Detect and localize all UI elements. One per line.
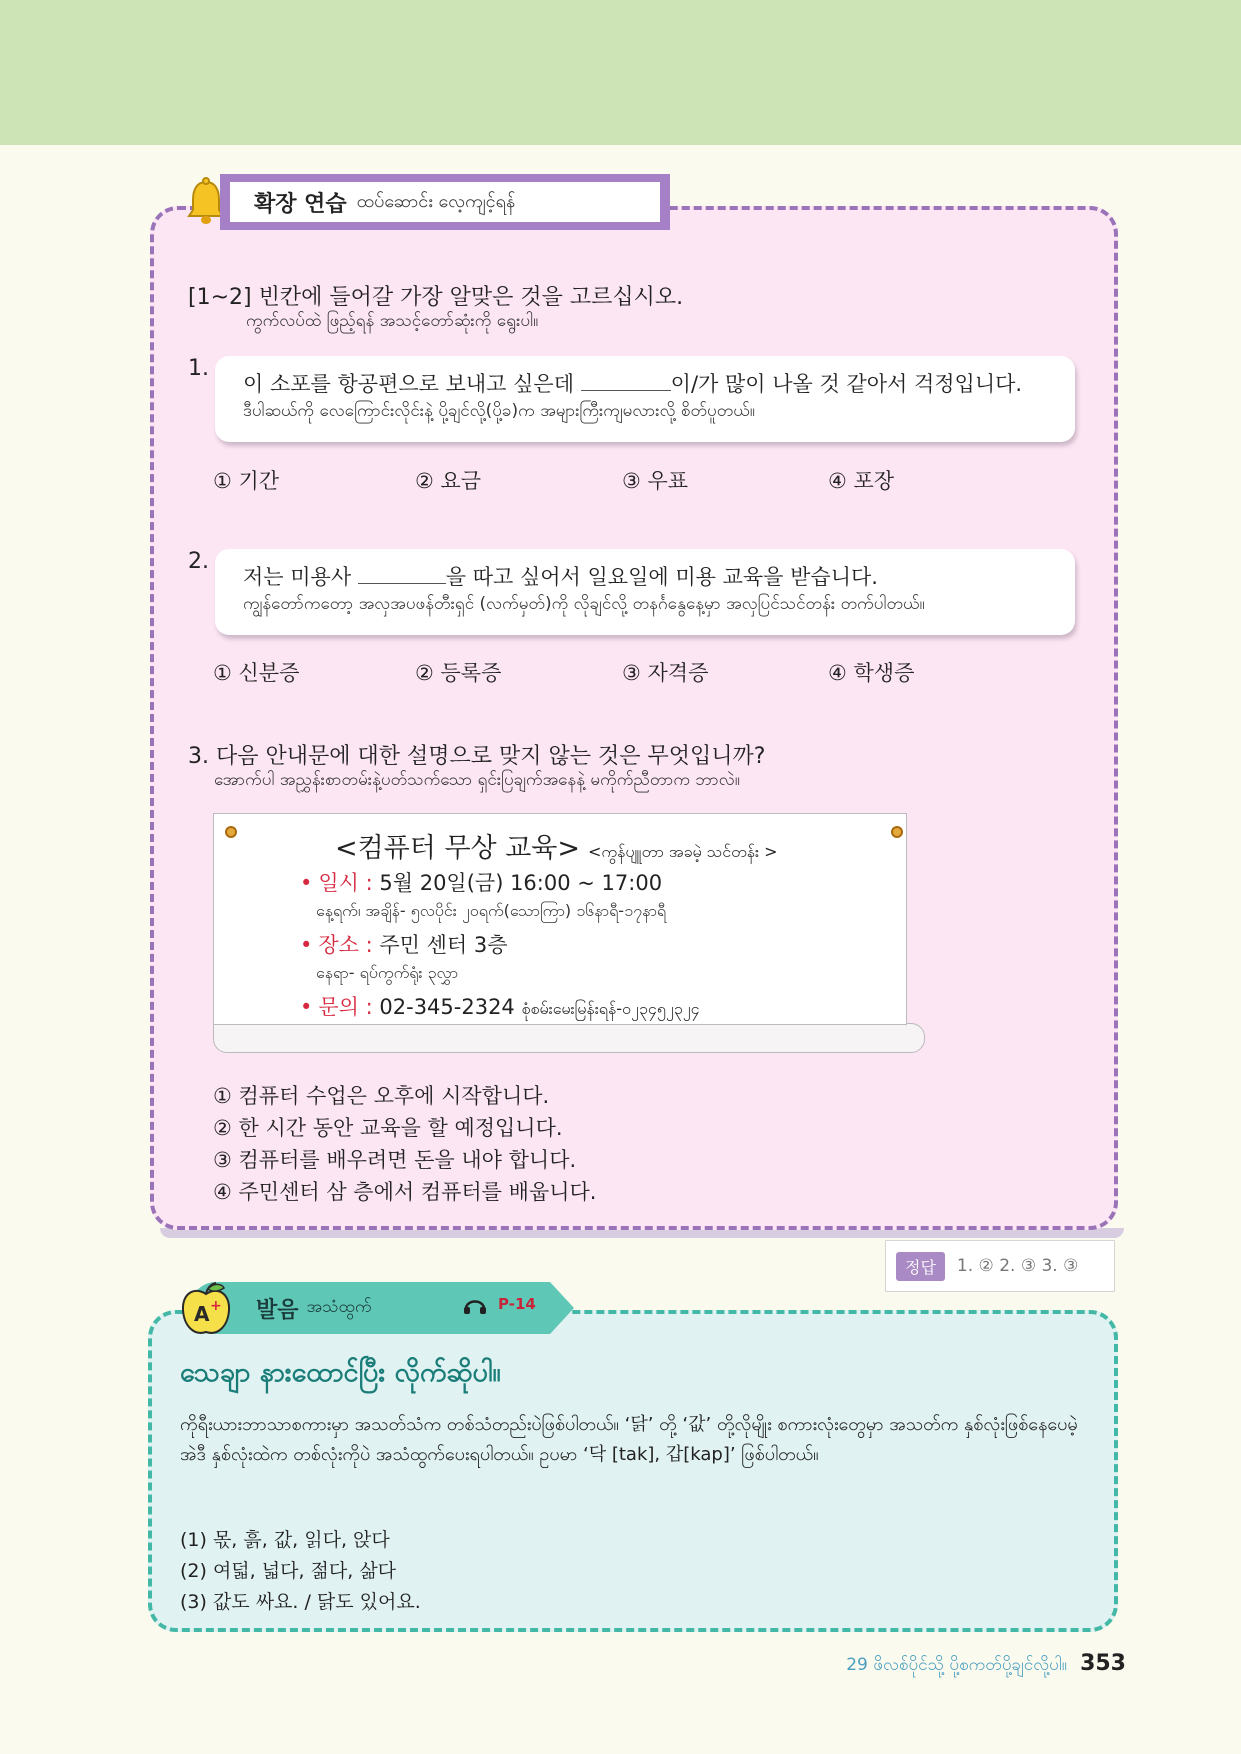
poster-contact: • 문의 : 02-345-2324 စုံစမ်းမေးမြန်းရန်-၀၂၃၄၅၂၃၂၄ (300, 995, 700, 1019)
question-2-sentence (243, 561, 1047, 593)
answer-key-values: 1. ② 2. ③ 3. ③ (956, 1256, 1079, 1276)
pronunciation-item-2: (2) 여덟, 넓다, 젊다, 삶다 (180, 1560, 397, 1582)
q3-option-4[interactable]: ④ 주민센터 삼 층에서 컴퓨터를 배웁니다. (213, 1180, 597, 1204)
poster-title-translation: <ကွန်ပျူတာ အခမဲ့ သင်တန်း > (588, 842, 778, 861)
q3-option-2[interactable]: ② 한 시간 동안 교육을 할 예정입니다. (213, 1116, 563, 1140)
pronunciation-tab (190, 1282, 550, 1334)
q1-option-1[interactable]: ① 기간 (213, 469, 280, 493)
q2-option-4[interactable]: ④ 학생증 (828, 661, 915, 685)
question-1-box (215, 356, 1075, 442)
date-label: 일시 : (318, 871, 380, 895)
poster-date: • 일시 : 5월 20일(금) 16:00 ~ 17:00 (300, 871, 663, 895)
pronunciation-title-translation: အသံထွက် (306, 1296, 372, 1317)
contact-label: 문의 : (318, 995, 380, 1019)
page-footer (846, 1651, 1126, 1679)
practice-banner (230, 174, 660, 230)
page-number: 353 (1080, 1651, 1126, 1676)
answer-blank (581, 372, 671, 391)
pronunciation-item-3: (3) 값도 싸요. / 닭도 있어요. (180, 1591, 421, 1613)
answer-key-label: 정답 (896, 1252, 945, 1281)
pin-icon (891, 826, 903, 838)
poster-place-translation: နေရာ- ရပ်ကွက်ရုံး ၃လွှာ (316, 963, 459, 982)
svg-text:+: + (210, 1298, 222, 1314)
place-label: 장소 : (318, 933, 380, 957)
question-2-translation: ကျွန်တော်ကတော့ အလှအပဖန်တီးရှင် (လက်မှတ်)ကို လိုချင်လို့ တနင်္ဂနွေနေ့မှာ အလှပြင်သင်တန်း တက်ပါတယ်။ (243, 594, 925, 614)
svg-text:A: A (194, 1302, 210, 1326)
question-1-number: 1. (188, 356, 209, 381)
question-1-text-after: 이/가 많이 나올 것 같아서 걱정입니다. (670, 372, 1023, 396)
question-3-translation: အောက်ပါ အညွှန်းစာတမ်းနဲ့ပတ်သက်သော ရှင်းပြချက်အနေနဲ့ မကိုက်ညီတာက ဘာလဲ။ (214, 770, 740, 790)
question-1-translation: ဒီပါဆယ်ကို လေကြောင်းလိုင်းနဲ့ ပို့ချင်လို့(ပို့ခ)က အများကြီးကျမလားလို့ စိတ်ပူတယ်။ (243, 401, 755, 421)
question-1-sentence (243, 368, 1047, 400)
top-color-band (0, 0, 1241, 145)
q1-option-2[interactable]: ② 요금 (415, 469, 482, 493)
pronunciation-instruction: သေချာ နားထောင်ပြီး လိုက်ဆိုပါ။ (180, 1357, 501, 1388)
chapter-title: 29 ဖိလစ်ပိုင်သို့ ပို့စကတ်ပို့ချင်လို့ပါ။ (846, 1655, 1067, 1675)
poster-title (335, 826, 778, 865)
q2-option-3[interactable]: ③ 자격증 (622, 661, 709, 685)
contact-translation: စုံစမ်းမေးမြန်းရန်-၀၂၃၄၅၂၃၂၄ (521, 999, 700, 1018)
pronunciation-explanation: ကိုရီးယားဘာသာစကားမှာ အသတ်သံက တစ်သံတည်းပဲဖြစ်ပါတယ်။ ‘닭’ တို့ ‘값’ တို့လိုမျိုး စကားလုံးတွေမှာ အသတ်က နှစ်လုံးဖြစ်နေပေမဲ့ အဲဒီ နှစ်လုံးထဲက တစ်လုံးကိုပဲ အသံထွက်ပေးရပါတယ်။ ဥပမာ ‘닥 [tak], 갑[kap]’ ဖြစ်ပါတယ်။ (180, 1414, 1078, 1465)
q3-option-3[interactable]: ③ 컴퓨터를 배우려면 돈을 내야 합니다. (213, 1148, 577, 1172)
q2-option-2[interactable]: ② 등록증 (415, 661, 502, 685)
instruction-text: [1~2] 빈칸에 들어갈 가장 알맞은 것을 고르십시오. (188, 285, 684, 310)
answer-blank (358, 565, 446, 584)
question-1-text-before: 이 소포를 항공편으로 보내고 싶은데 (243, 372, 581, 396)
question-3-text: 3. 다음 안내문에 대한 설명으로 맞지 않는 것은 무엇입니까? (188, 744, 766, 769)
audio-page-reference[interactable]: P-14 (498, 1295, 536, 1313)
pin-icon (225, 826, 237, 838)
pronunciation-item-1: (1) 몫, 흙, 값, 읽다, 앉다 (180, 1529, 390, 1551)
question-2-box (215, 549, 1075, 635)
date-value: 5월 20일(금) 16:00 ~ 17:00 (379, 871, 663, 895)
q2-option-1[interactable]: ① 신분증 (213, 661, 300, 685)
question-2-text-before: 저는 미용사 (243, 565, 358, 589)
poster-title-ko: <컴퓨터 무상 교육> (335, 833, 580, 864)
q1-option-3[interactable]: ③ 우표 (622, 469, 689, 493)
q1-option-4[interactable]: ④ 포장 (828, 469, 895, 493)
contact-value: 02-345-2324 (379, 995, 515, 1019)
question-2-number: 2. (188, 549, 209, 574)
question-2-text-after: 을 따고 싶어서 일요일에 미용 교육을 받습니다. (445, 565, 878, 589)
answer-key (885, 1240, 1115, 1292)
practice-title-translation: ထပ်ဆောင်း လေ့ကျင့်ရန် (356, 190, 516, 212)
poster-date-translation: နေ့ရက်၊ အချိန်- ၅လပိုင်း ၂၀ရက်(သောကြာ) ၁၆နာရီ-၁၇နာရီ (316, 901, 667, 920)
apple-grade-icon (178, 1280, 234, 1338)
q3-option-1[interactable]: ① 컴퓨터 수업은 오후에 시작합니다. (213, 1084, 550, 1108)
poster-place: • 장소 : 주민 센터 3층 (300, 933, 508, 957)
place-value: 주민 센터 3층 (379, 933, 508, 957)
practice-title: 확장 연습 (254, 191, 347, 217)
headphone-icon[interactable] (462, 1293, 488, 1315)
poster-scroll-curl (213, 1023, 925, 1053)
instruction-translation: ကွက်လပ်ထဲ ဖြည့်ရန် အသင့်တော်ဆုံးကို ရွေးပါ။ (246, 311, 539, 331)
pronunciation-title-ko: 발음 (256, 1297, 299, 1323)
